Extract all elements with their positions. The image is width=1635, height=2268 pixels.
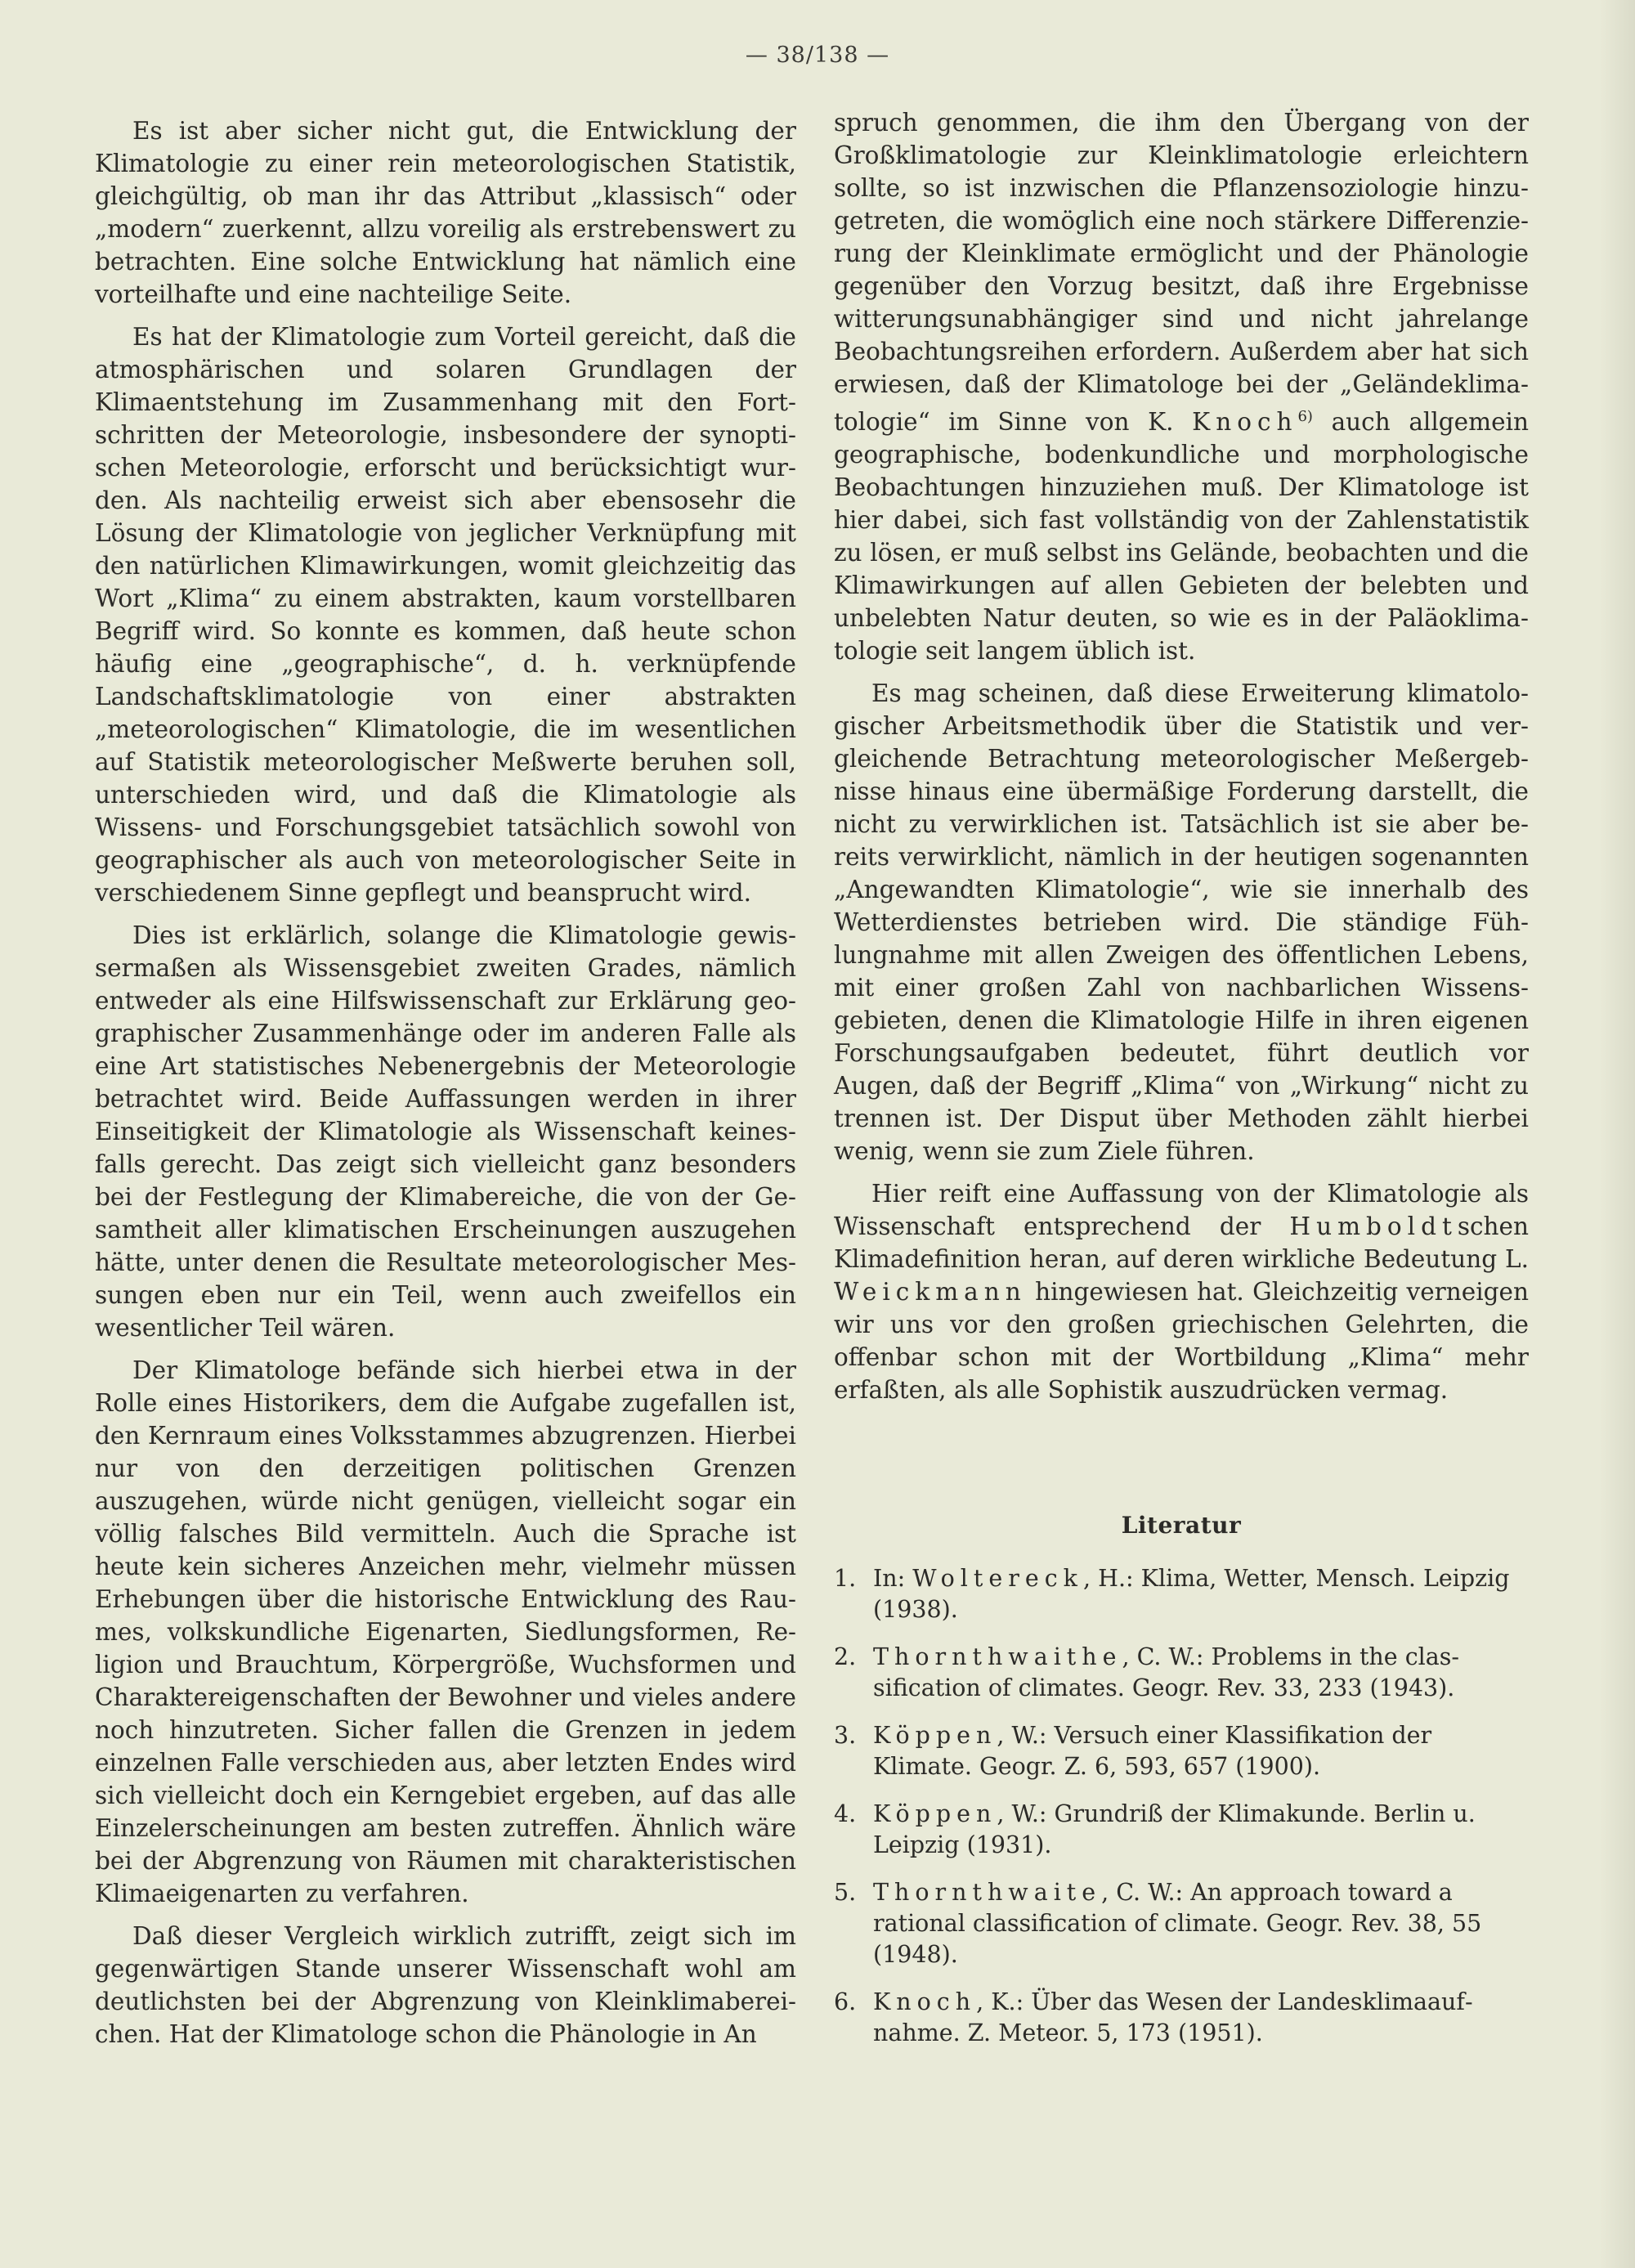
reference-rest: , C. W.: Problems in the classification of climates. Geogr. Rev. 33, 233 (1943).	[873, 1643, 1460, 1701]
reference-item	[834, 1642, 1529, 1704]
reference-text	[873, 1799, 1529, 1861]
reference-item	[834, 1877, 1529, 1970]
reference-number: 1.	[834, 1564, 857, 1592]
reference-number: 2.	[834, 1643, 857, 1670]
author-name: Knoch	[1192, 407, 1298, 436]
reference-author: Köppen	[873, 1800, 997, 1827]
literature-heading: Literatur	[1121, 1511, 1242, 1539]
reference-rest: , W.: Versuch einer Klassifikation der Klimate. Geogr. Z. 6, 593, 657 (1900).	[873, 1721, 1432, 1780]
reference-rest: , W.: Grundriß der Klimakunde. Berlin u. Leipzig (1931).	[873, 1800, 1476, 1858]
paragraph: Der Klimatologe befände sich hierbei etwa in der Rolle eines Historikers, dem die Aufgabe zugefallen ist, den Kernraum eines Volksstammes abzugrenzen. Hierbei nur von den derzeitigen politischen Grenzen auszugehen, würde nicht genügen, vielleicht sogar ein völlig falsches Bild vermitteln. Auch die Sprache ist heute kein sicheres Anzeichen mehr, vielmehr müssen Erhebungen über die historische Entwicklung des Raumes, volkskundliche Eigenarten, Siedlungsformen, Religion und Brauchtum, Körpergröße, Wuchsformen und Charaktereigenschaften der Bewohner und vieles andere noch hinzutreten. Sicher fallen die Grenzen in jedem einzelnen Falle verschieden aus, aber letzten Endes wird sich vielleicht doch ein Kerngebiet ergeben, auf das alle Einzelerscheinungen am besten zutreffen. Ähnlich wäre bei der Abgrenzung von Räumen mit charakteristischen Klimaeigenarten zu verfahren.	[95, 1356, 796, 1907]
paragraph: Es hat der Klimatologie zum Vorteil gereicht, daß die atmosphärischen und solaren Grundlagen der Klimaentstehung im Zusammenhang mit den Fortschritten der Meteorologie, insbesondere der synoptischen Meteorologie, erforscht und berücksichtigt wurden. Als nachteilig erweist sich aber ebensosehr die Lösung der Klimatologie von jeglicher Verknüpfung mit den natürlichen Klimawirkungen, womit gleichzeitig das Wort „Klima“ zu einem abstrakten, kaum vorstellbaren Begriff wird. So konnte es kommen, daß heute schon häufig eine „geographische“, d. h. verknüpfende Landschaftsklimatologie von einer abstrakten „meteorologischen“ Klimatologie, die im wesentlichen auf Statistik meteorologischer Meßwerte beruhen soll, unterschieden wird, und daß die Klimatologie als Wissens- und Forschungsgebiet tatsächlich sowohl von geographischer als auch von meteorologischer Seite in verschiedenem Sinne gepflegt und beansprucht wird.	[95, 323, 796, 907]
reference-author: Köppen	[873, 1721, 997, 1749]
paragraph-text: spruch genommen, die ihm den Übergang von der Großklimatologie zur Kleinklimatologie erleichtern sollte, so ist inzwischen die Pflanzensoziologie hinzugetreten, die womöglich eine noch stärkere Differenzierung der Kleinklimate ermöglicht und der Phänologie gegenüber den Vorzug besitzt, daß ihre Ergebnisse witterungsunabhängiger sind und nicht jahrelange Beobachtungsreihen erfordern. Außerdem aber hat sich erwiesen, daß der Klimatologe bei der „Geländeklimatologie“ im Sinne von K.	[834, 109, 1529, 436]
footnote-ref: 6)	[1297, 408, 1313, 425]
paragraph-text: schen Klimadefinition heran, auf deren wirkliche Bedeutung L.	[834, 1212, 1529, 1273]
reference-author: Woltereck	[912, 1564, 1083, 1592]
paragraph: Es mag scheinen, daß diese Erweiterung klimatologischer Arbeitsmethodik über die Statistik und vergleichende Betrachtung meteorologischer Meßergebnisse hinaus eine übermäßige Forderung darstellt, die nicht zu verwirklichen ist. Tatsächlich ist sie aber bereits verwirklicht, nämlich in der heutigen sogenannten „Angewandten Klimatologie“, wie sie innerhalb des Wetterdienstes betrieben wird. Die ständige Fühlungnahme mit allen Zweigen des öffentlichen Lebens, mit einer großen Zahl von nachbarlichen Wissensgebieten, denen die Klimatologie Hilfe in ihren eigenen Forschungsaufgaben bedeutet, führt deutlich vor Augen, daß der Begriff „Klima“ von „Wirkung“ nicht zu trennen ist. Der Disput über Methoden zählt hierbei wenig, wenn sie zum Ziele führen.	[834, 679, 1529, 1165]
page-number: — 38/138 —	[745, 43, 890, 68]
paragraph-text: Hier reift eine Auffassung von der Klimatologie als Wissenschaft entsprechend der	[834, 1179, 1529, 1240]
reference-item	[834, 1563, 1529, 1625]
paragraph	[834, 106, 1529, 667]
reference-item	[834, 1799, 1529, 1861]
reference-text	[873, 1877, 1529, 1970]
reference-text	[873, 1642, 1529, 1704]
reference-item	[834, 1987, 1529, 2049]
reference-rest: , C. W.: An approach toward a rational classification of climate. Geogr. Rev. 38, 55 (1948).	[873, 1878, 1482, 1968]
left-column	[95, 114, 796, 2060]
paragraph: Es ist aber sicher nicht gut, die Entwicklung der Klimatologie zu einer rein meteorologischen Statistik, gleichgültig, ob man ihr das Attribut „klassisch“ oder „modern“ zuerkennt, allzu voreilig als erstrebenswert zu betrachten. Eine solche Entwicklung hat nämlich eine vorteilhafte und eine nachteilige Seite.	[95, 117, 796, 308]
author-name: Weickmann	[834, 1277, 1027, 1306]
reference-prefix: In:	[873, 1564, 913, 1592]
paragraph-text: hingewiesen hat. Gleichzeitig verneigen wir uns vor den großen griechischen Gelehrten, die offenbar schon mit der Wortbildung „Klima“ mehr erfaßten, als alle Sophistik auszudrücken vermag.	[834, 1277, 1529, 1404]
reference-author: Knoch	[873, 1988, 977, 2015]
reference-text	[873, 1987, 1529, 2049]
reference-author: Thornthwaite	[873, 1878, 1102, 1906]
reference-text	[873, 1563, 1529, 1625]
reference-rest: , K.: Über das Wesen der Landesklimaaufnahme. Z. Meteor. 5, 173 (1951).	[873, 1988, 1473, 2046]
reference-item	[834, 1720, 1529, 1782]
reference-list	[834, 1563, 1529, 2049]
reference-text	[873, 1720, 1529, 1782]
reference-number: 4.	[834, 1800, 857, 1827]
paragraph: Daß dieser Vergleich wirklich zutrifft, zeigt sich im gegenwärtigen Stande unserer Wissenschaft wohl am deutlichsten bei der Abgrenzung von Kleinklimabereichen. Hat der Klimatologe schon die Phänologie in An	[95, 1922, 796, 2048]
reference-number: 3.	[834, 1721, 857, 1749]
reference-number: 5.	[834, 1878, 857, 1906]
page-edge-shadow	[1599, 0, 1635, 2268]
right-column	[834, 106, 1529, 2065]
reference-author: Thornthwaithe	[873, 1643, 1122, 1670]
reference-number: 6.	[834, 1988, 857, 2015]
author-name: Humboldt	[1289, 1212, 1458, 1240]
reference-rest: , H.: Klima, Wetter, Mensch. Leipzig (1938).	[873, 1564, 1510, 1623]
paragraph	[834, 1177, 1529, 1406]
paragraph-text: auch allgemein geographische, bodenkundliche und morphologische Beobachtungen hinzuziehen muß. Der Klimatologe ist hier dabei, sich fast vollständig von der Zahlenstatistik zu lösen, er muß selbst ins Gelände, beobachten und die Klimawirkungen auf allen Gebieten der belebten und unbelebten Natur deuten, so wie es in der Paläoklimatologie seit langem üblich ist.	[834, 407, 1529, 665]
paragraph: Dies ist erklärlich, solange die Klimatologie gewissermaßen als Wissensgebiet zweiten Grades, nämlich entweder als eine Hilfswissenschaft zur Erklärung geographischer Zusammenhänge oder im anderen Falle als eine Art statistisches Nebenergebnis der Meteorologie betrachtet wird. Beide Auffassungen werden in ihrer Einseitigkeit der Klimatologie als Wissenschaft keinesfalls gerecht. Das zeigt sich vielleicht ganz besonders bei der Festlegung der Klimabereiche, die von der Gesamtheit aller klimatischen Erscheinungen auszugehen hätte, unter denen die Resultate meteorologischer Messungen eben nur ein Teil, wenn auch zweifellos ein wesentlicher Teil wären.	[95, 921, 796, 1342]
